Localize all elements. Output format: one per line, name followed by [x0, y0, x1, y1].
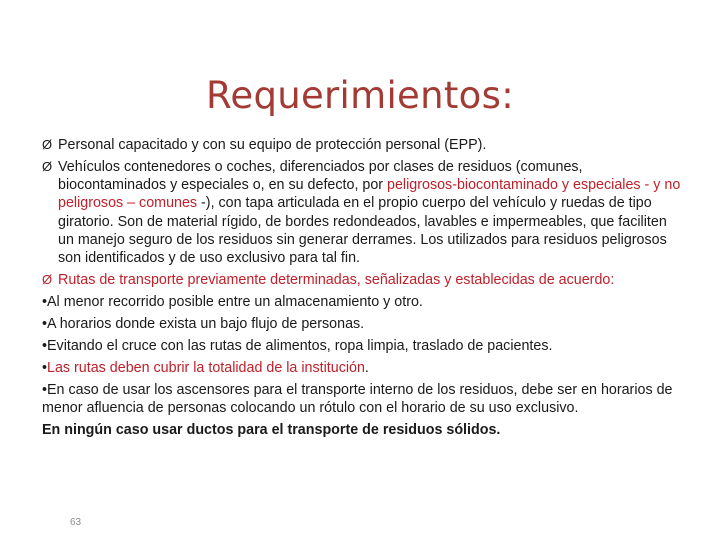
requirement-text: -), con tapa articulada en el propio cuerpo del vehículo y ruedas de tipo giratorio. Son de material rígido, de bordes redondeados, lavables e impermeables, que faciliten un manejo seguro de los residuos sin generar derrames. Los utilizados para residuos peligrosos son identificados y de uso exclusivo para tal fin.	[58, 195, 667, 267]
route-condition	[42, 315, 684, 333]
condition-text: Al menor recorrido posible entre un almacenamiento y otro.	[47, 294, 423, 311]
dot-bullet-icon: •	[42, 381, 48, 398]
requirement-text: Rutas de transporte previamente determinadas, señalizadas y establecidas de acuerdo:	[58, 272, 615, 289]
dot-bullet-icon: •	[42, 294, 48, 311]
requirement-text: Vehículos contenedores o coches, diferenciados por clases de residuos (comunes, biocontaminados y especiales o, en su defecto, por	[58, 158, 583, 194]
arrow-bullet-icon: Ø	[42, 272, 53, 288]
slide-title: Requerimientos:	[206, 74, 514, 117]
arrow-bullet-icon: Ø	[42, 137, 53, 152]
condition-text: A horarios donde exista un bajo flujo de personas.	[47, 316, 365, 333]
requirement-personal	[42, 136, 684, 154]
condition-text: Evitando el cruce con las rutas de alimentos, ropa limpia, traslado de pacientes.	[47, 337, 553, 354]
requirement-text: Personal capacitado y con su equipo de protección personal (EPP).	[58, 137, 487, 153]
route-condition	[42, 293, 684, 311]
requirement-vehicles	[42, 158, 684, 268]
route-condition	[42, 359, 684, 377]
final-note: En ningún caso usar ductos para el transporte de residuos sólidos.	[42, 421, 501, 438]
requirements-list	[42, 136, 684, 443]
highlighted-text: peligrosos-biocontaminado y especiales - y no peligrosos – comunes	[58, 177, 681, 212]
route-condition	[42, 337, 684, 355]
dot-bullet-icon: •	[42, 337, 48, 354]
route-condition	[42, 381, 684, 418]
page-number: 63	[70, 517, 82, 528]
arrow-bullet-icon: Ø	[42, 158, 53, 174]
requirement-routes	[42, 271, 684, 289]
condition-text: .	[364, 359, 369, 376]
dot-bullet-icon: •	[42, 316, 48, 333]
highlighted-text: Las rutas deben cubrir la totalidad de la institución	[47, 359, 365, 376]
condition-text: En caso de usar los ascensores para el transporte interno de los residuos, debe ser en horarios de menor afluencia de personas colocando un rótulo con el horario de su uso exclusivo.	[42, 381, 673, 417]
dot-bullet-icon: •	[42, 359, 48, 376]
